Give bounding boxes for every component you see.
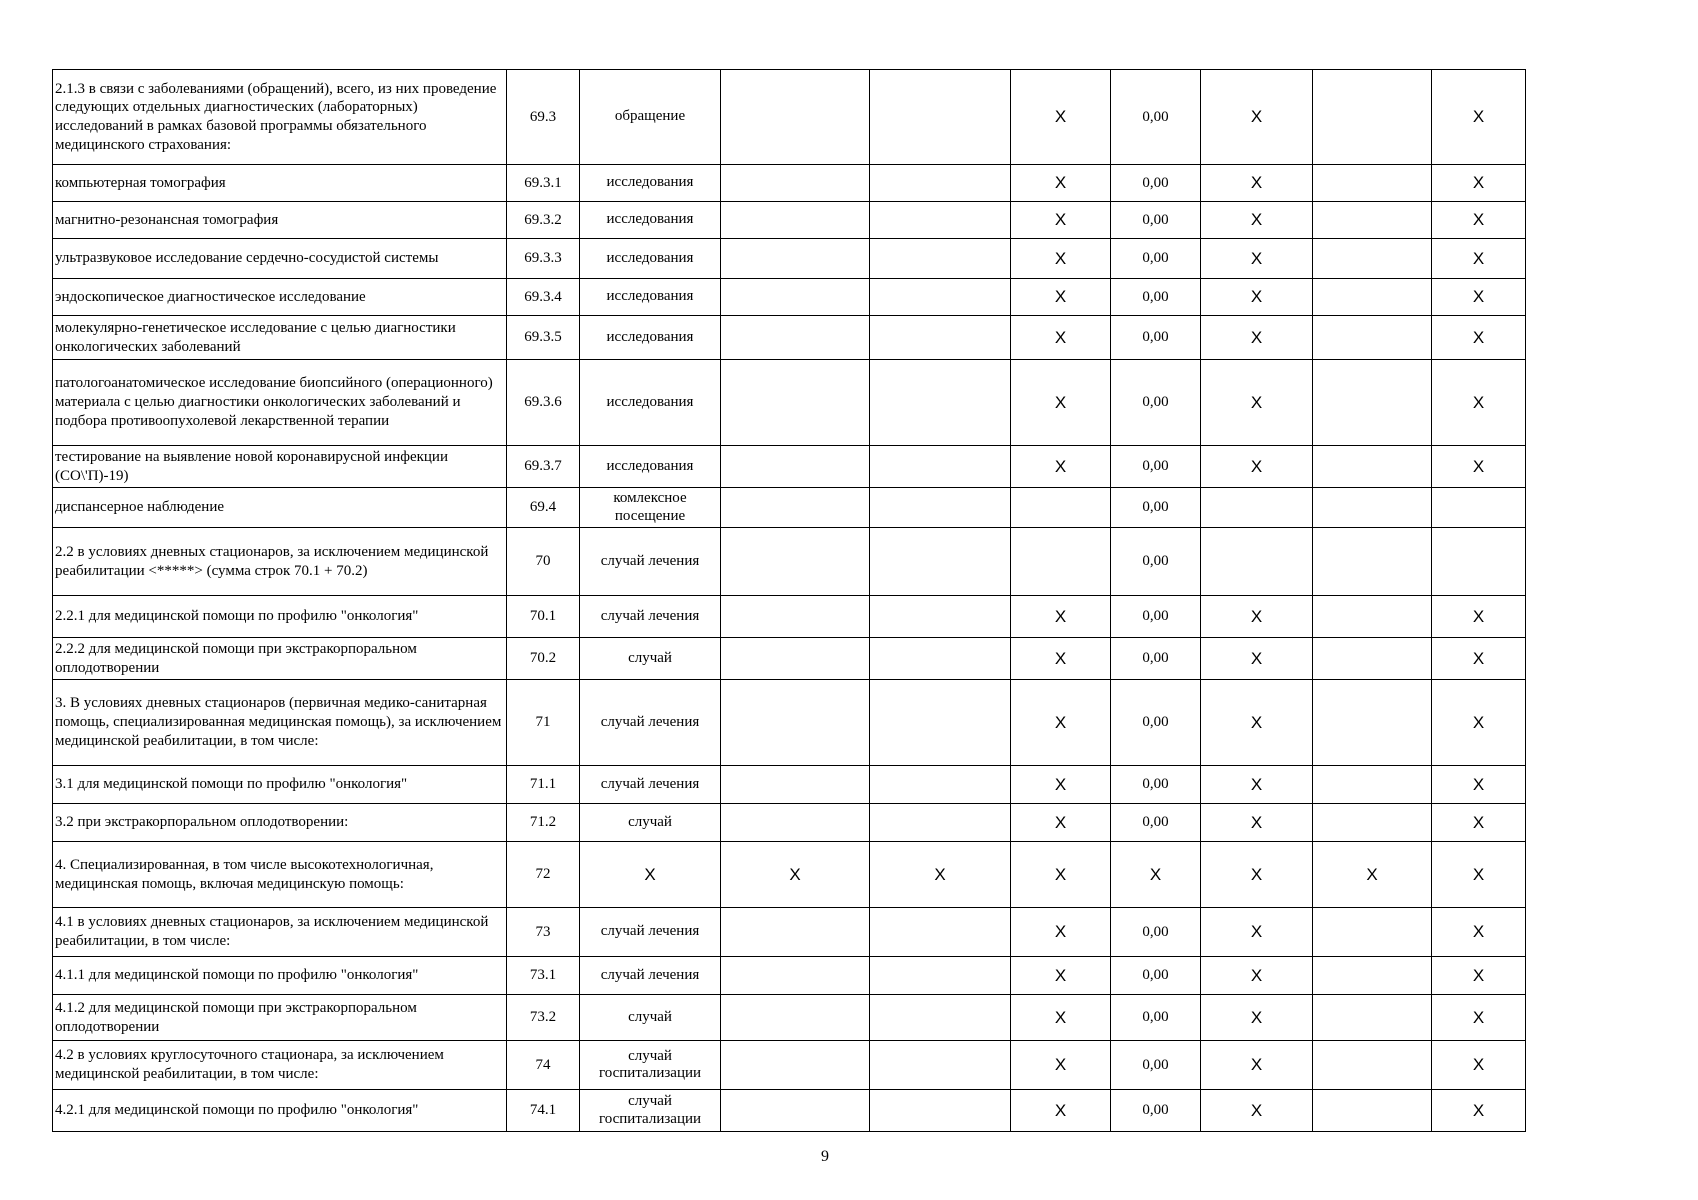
cell-c4 [721, 165, 870, 202]
cell-c5: X [870, 842, 1011, 908]
cell-c7: 0,00 [1111, 804, 1201, 842]
cell-c4 [721, 528, 870, 596]
cell-c7: 0,00 [1111, 70, 1201, 165]
cell-c5 [870, 316, 1011, 360]
cell-code: 69.3.5 [507, 316, 580, 360]
cell-c10 [1432, 488, 1526, 528]
table-row [53, 202, 1526, 239]
cell-c4 [721, 766, 870, 804]
cell-c10: X [1432, 1090, 1526, 1132]
cell-c9 [1313, 1090, 1432, 1132]
cell-unit: исследования [580, 202, 721, 239]
cell-name: 4.2 в условиях круглосуточного стационара, за исключением медицинской реабилитации, в том числе: [53, 1041, 507, 1090]
cell-c6: X [1011, 766, 1111, 804]
cell-c7: 0,00 [1111, 638, 1201, 680]
cell-c7: 0,00 [1111, 908, 1201, 957]
cell-code: 71 [507, 680, 580, 766]
cell-code: 71.1 [507, 766, 580, 804]
table-row [53, 680, 1526, 766]
cell-c8 [1201, 488, 1313, 528]
cell-code: 69.3.6 [507, 360, 580, 446]
cell-c6: X [1011, 638, 1111, 680]
cell-c6: X [1011, 1090, 1111, 1132]
cell-name: 4. Специализированная, в том числе высокотехнологичная, медицинская помощь, включая медицинскую помощь: [53, 842, 507, 908]
cell-c5 [870, 804, 1011, 842]
cell-c7: 0,00 [1111, 165, 1201, 202]
cell-c9 [1313, 957, 1432, 995]
cell-c8: X [1201, 316, 1313, 360]
cell-c8: X [1201, 766, 1313, 804]
cell-unit: комлексное посещение [580, 488, 721, 528]
cell-c4 [721, 1041, 870, 1090]
cell-unit: случай лечения [580, 596, 721, 638]
cell-c8: X [1201, 239, 1313, 279]
table-row [53, 804, 1526, 842]
cell-c6 [1011, 528, 1111, 596]
cell-name: 3. В условиях дневных стационаров (первичная медико-санитарная помощь, специализированная медицинская помощь), за исключением медицинской реабилитации, в том числе: [53, 680, 507, 766]
cell-c8: X [1201, 995, 1313, 1041]
cell-name: 4.2.1 для медицинской помощи по профилю "онкология" [53, 1090, 507, 1132]
cell-c7: 0,00 [1111, 488, 1201, 528]
cell-c5 [870, 446, 1011, 488]
cell-code: 69.3 [507, 70, 580, 165]
cell-c9: X [1313, 842, 1432, 908]
cell-code: 69.3.2 [507, 202, 580, 239]
cell-c10: X [1432, 842, 1526, 908]
cell-c10: X [1432, 596, 1526, 638]
cell-c10: X [1432, 1041, 1526, 1090]
cell-c5 [870, 1090, 1011, 1132]
cell-c9 [1313, 1041, 1432, 1090]
table-row [53, 528, 1526, 596]
cell-c8: X [1201, 202, 1313, 239]
table-row [53, 766, 1526, 804]
cell-c10: X [1432, 279, 1526, 316]
cell-c10: X [1432, 680, 1526, 766]
cell-unit: исследования [580, 165, 721, 202]
cell-unit: исследования [580, 239, 721, 279]
cell-code: 69.3.7 [507, 446, 580, 488]
cell-code: 73 [507, 908, 580, 957]
cell-c7: 0,00 [1111, 528, 1201, 596]
cell-c8: X [1201, 1041, 1313, 1090]
cell-c7: 0,00 [1111, 596, 1201, 638]
cell-code: 70.2 [507, 638, 580, 680]
cell-c5 [870, 957, 1011, 995]
cell-c6: X [1011, 202, 1111, 239]
cell-c4 [721, 239, 870, 279]
table-row [53, 360, 1526, 446]
cell-name: 2.2.1 для медицинской помощи по профилю "онкология" [53, 596, 507, 638]
cell-name: магнитно-резонансная томография [53, 202, 507, 239]
cell-name: компьютерная томография [53, 165, 507, 202]
cell-c5 [870, 638, 1011, 680]
table-row [53, 957, 1526, 995]
cell-c5 [870, 279, 1011, 316]
cell-c8: X [1201, 596, 1313, 638]
table-row [53, 596, 1526, 638]
cell-c4 [721, 908, 870, 957]
table-row [53, 908, 1526, 957]
cell-code: 69.3.1 [507, 165, 580, 202]
data-table [52, 69, 1526, 1132]
cell-c6: X [1011, 1041, 1111, 1090]
cell-name: 3.2 при экстракорпоральном оплодотворении: [53, 804, 507, 842]
cell-c9 [1313, 488, 1432, 528]
cell-c5 [870, 680, 1011, 766]
cell-c10: X [1432, 202, 1526, 239]
cell-name: 2.2 в условиях дневных стационаров, за исключением медицинской реабилитации <*****> (сумма строк 70.1 + 70.2) [53, 528, 507, 596]
cell-c4 [721, 202, 870, 239]
cell-c5 [870, 239, 1011, 279]
cell-c6: X [1011, 165, 1111, 202]
cell-name: молекулярно-генетическое исследование с целью диагностики онкологических заболеваний [53, 316, 507, 360]
cell-c9 [1313, 239, 1432, 279]
cell-c8: X [1201, 842, 1313, 908]
cell-c4 [721, 804, 870, 842]
cell-code: 69.3.4 [507, 279, 580, 316]
cell-c6: X [1011, 360, 1111, 446]
cell-name: 3.1 для медицинской помощи по профилю "онкология" [53, 766, 507, 804]
cell-c10: X [1432, 908, 1526, 957]
cell-c6: X [1011, 239, 1111, 279]
cell-c7: 0,00 [1111, 957, 1201, 995]
table-row [53, 316, 1526, 360]
cell-code: 70 [507, 528, 580, 596]
cell-name: 2.2.2 для медицинской помощи при экстракорпоральном оплодотворении [53, 638, 507, 680]
cell-code: 71.2 [507, 804, 580, 842]
cell-unit: обращение [580, 70, 721, 165]
cell-c5 [870, 360, 1011, 446]
cell-c5 [870, 908, 1011, 957]
cell-code: 73.2 [507, 995, 580, 1041]
cell-unit: исследования [580, 316, 721, 360]
cell-c8: X [1201, 360, 1313, 446]
cell-c5 [870, 995, 1011, 1041]
table-row [53, 1090, 1526, 1132]
cell-name: тестирование на выявление новой коронавирусной инфекции (CO\'П)-19) [53, 446, 507, 488]
table-row [53, 239, 1526, 279]
cell-c4 [721, 995, 870, 1041]
cell-c4 [721, 957, 870, 995]
cell-c6: X [1011, 804, 1111, 842]
cell-c7: 0,00 [1111, 316, 1201, 360]
cell-c8 [1201, 528, 1313, 596]
cell-name: 4.1 в условиях дневных стационаров, за исключением медицинской реабилитации, в том числе: [53, 908, 507, 957]
cell-c5 [870, 528, 1011, 596]
cell-c10: X [1432, 804, 1526, 842]
cell-unit: исследования [580, 279, 721, 316]
cell-c10: X [1432, 957, 1526, 995]
cell-c9 [1313, 680, 1432, 766]
cell-c7: X [1111, 842, 1201, 908]
cell-c7: 0,00 [1111, 995, 1201, 1041]
cell-c5 [870, 165, 1011, 202]
cell-c6: X [1011, 279, 1111, 316]
cell-c4 [721, 70, 870, 165]
cell-unit: случай лечения [580, 680, 721, 766]
cell-c10: X [1432, 995, 1526, 1041]
cell-c5 [870, 1041, 1011, 1090]
cell-c6: X [1011, 908, 1111, 957]
cell-name: 2.1.3 в связи с заболеваниями (обращений), всего, из них проведение следующих отдельных диагностических (лабораторных) исследований в рамках базовой программы обязательного медицинского страхования: [53, 70, 507, 165]
cell-c7: 0,00 [1111, 279, 1201, 316]
cell-name: эндоскопическое диагностическое исследование [53, 279, 507, 316]
cell-c5 [870, 596, 1011, 638]
cell-c10: X [1432, 316, 1526, 360]
cell-c9 [1313, 165, 1432, 202]
cell-c10: X [1432, 165, 1526, 202]
cell-unit: случай госпитализации [580, 1090, 721, 1132]
cell-code: 69.3.3 [507, 239, 580, 279]
cell-c8: X [1201, 165, 1313, 202]
cell-unit: случай [580, 638, 721, 680]
cell-c7: 0,00 [1111, 680, 1201, 766]
table-row [53, 70, 1526, 165]
cell-c8: X [1201, 446, 1313, 488]
cell-c8: X [1201, 638, 1313, 680]
cell-c9 [1313, 70, 1432, 165]
cell-code: 69.4 [507, 488, 580, 528]
cell-code: 70.1 [507, 596, 580, 638]
table-row [53, 279, 1526, 316]
cell-unit: случай лечения [580, 528, 721, 596]
cell-c4 [721, 279, 870, 316]
cell-unit: случай госпитализации [580, 1041, 721, 1090]
cell-unit: случай лечения [580, 957, 721, 995]
cell-c6 [1011, 488, 1111, 528]
cell-c6: X [1011, 995, 1111, 1041]
cell-code: 73.1 [507, 957, 580, 995]
cell-name: 4.1.1 для медицинской помощи по профилю "онкология" [53, 957, 507, 995]
cell-c9 [1313, 804, 1432, 842]
cell-c9 [1313, 638, 1432, 680]
cell-c8: X [1201, 804, 1313, 842]
cell-c6: X [1011, 957, 1111, 995]
cell-name: диспансерное наблюдение [53, 488, 507, 528]
cell-unit: случай лечения [580, 908, 721, 957]
cell-c10: X [1432, 360, 1526, 446]
cell-c8: X [1201, 908, 1313, 957]
cell-c4 [721, 1090, 870, 1132]
cell-c8: X [1201, 279, 1313, 316]
cell-c9 [1313, 202, 1432, 239]
cell-c8: X [1201, 70, 1313, 165]
cell-c8: X [1201, 957, 1313, 995]
cell-unit: случай [580, 995, 721, 1041]
cell-c4 [721, 596, 870, 638]
cell-c7: 0,00 [1111, 766, 1201, 804]
cell-c5 [870, 488, 1011, 528]
cell-c9 [1313, 316, 1432, 360]
cell-name: ультразвуковое исследование сердечно-сосудистой системы [53, 239, 507, 279]
cell-c10 [1432, 528, 1526, 596]
cell-c6: X [1011, 680, 1111, 766]
cell-c8: X [1201, 1090, 1313, 1132]
cell-c4 [721, 680, 870, 766]
cell-c9 [1313, 908, 1432, 957]
cell-code: 74.1 [507, 1090, 580, 1132]
table-row [53, 842, 1526, 908]
table-row [53, 1041, 1526, 1090]
table-row [53, 488, 1526, 528]
cell-c4: X [721, 842, 870, 908]
table-row [53, 995, 1526, 1041]
cell-code: 74 [507, 1041, 580, 1090]
cell-c10: X [1432, 766, 1526, 804]
cell-c7: 0,00 [1111, 360, 1201, 446]
cell-c4 [721, 446, 870, 488]
cell-c6: X [1011, 596, 1111, 638]
cell-c4 [721, 488, 870, 528]
cell-c10: X [1432, 239, 1526, 279]
cell-c10: X [1432, 638, 1526, 680]
cell-c5 [870, 202, 1011, 239]
cell-unit: X [580, 842, 721, 908]
cell-c4 [721, 360, 870, 446]
cell-c6: X [1011, 446, 1111, 488]
table-row [53, 638, 1526, 680]
cell-c9 [1313, 279, 1432, 316]
cell-c9 [1313, 528, 1432, 596]
table-body [53, 70, 1526, 1132]
cell-c9 [1313, 360, 1432, 446]
cell-c9 [1313, 766, 1432, 804]
cell-c4 [721, 638, 870, 680]
cell-name: 4.1.2 для медицинской помощи при экстракорпоральном оплодотворении [53, 995, 507, 1041]
cell-c7: 0,00 [1111, 202, 1201, 239]
cell-c7: 0,00 [1111, 1090, 1201, 1132]
cell-c5 [870, 766, 1011, 804]
cell-c9 [1313, 995, 1432, 1041]
cell-name: патологоанатомическое исследование биопсийного (операционного) материала с целью диагностики онкологических заболеваний и подбора противоопухолевой лекарственной терапии [53, 360, 507, 446]
cell-unit: случай лечения [580, 766, 721, 804]
table-row [53, 165, 1526, 202]
cell-c7: 0,00 [1111, 1041, 1201, 1090]
cell-c5 [870, 70, 1011, 165]
cell-unit: случай [580, 804, 721, 842]
cell-c7: 0,00 [1111, 239, 1201, 279]
table-row [53, 446, 1526, 488]
cell-c9 [1313, 596, 1432, 638]
cell-c6: X [1011, 70, 1111, 165]
cell-c7: 0,00 [1111, 446, 1201, 488]
cell-c6: X [1011, 316, 1111, 360]
cell-c10: X [1432, 446, 1526, 488]
cell-c10: X [1432, 70, 1526, 165]
cell-c4 [721, 316, 870, 360]
cell-unit: исследования [580, 446, 721, 488]
cell-unit: исследования [580, 360, 721, 446]
page-number: 9 [821, 1148, 829, 1165]
cell-c8: X [1201, 680, 1313, 766]
cell-c9 [1313, 446, 1432, 488]
cell-c6: X [1011, 842, 1111, 908]
cell-code: 72 [507, 842, 580, 908]
